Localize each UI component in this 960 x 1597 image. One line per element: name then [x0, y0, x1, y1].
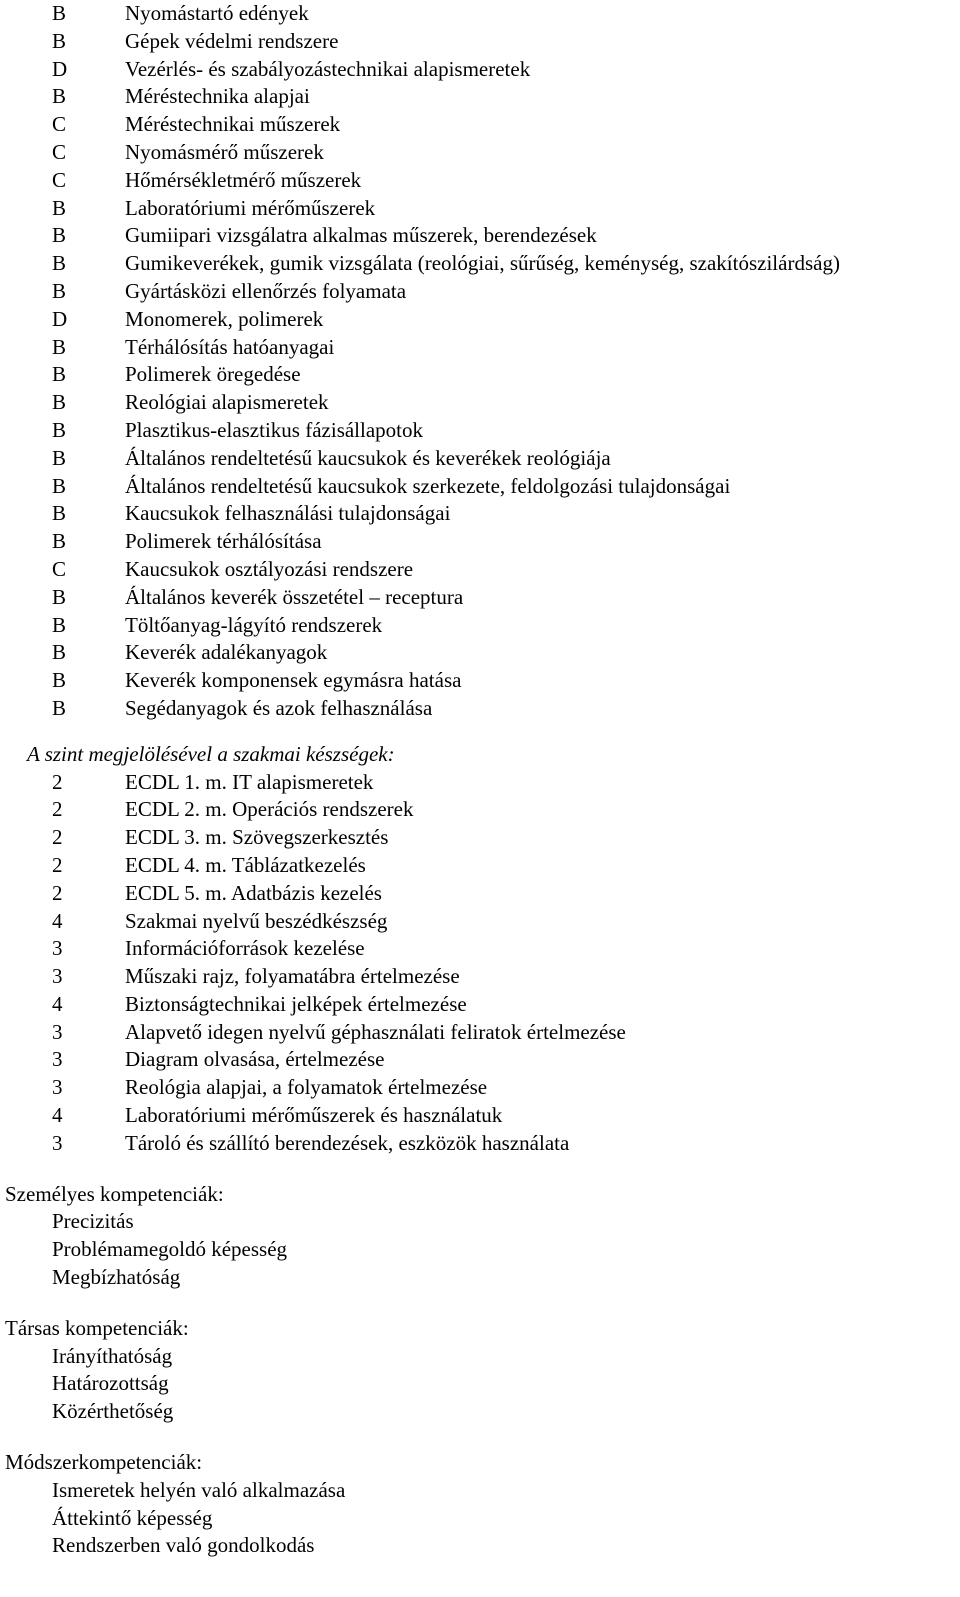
topic-text: Keverék komponensek egymásra hatása — [125, 668, 462, 693]
level-code: B — [52, 390, 67, 415]
level-code: 4 — [52, 991, 63, 1016]
level-code: 3 — [52, 1075, 63, 1100]
level-code: 2 — [52, 825, 63, 850]
level-code: D — [52, 56, 68, 81]
level-code: B — [52, 334, 67, 359]
level-code: 3 — [52, 1130, 63, 1155]
skill-text: ECDL 3. m. Szövegszerkesztés — [125, 825, 389, 850]
topic-text: Laboratóriumi mérőműszerek — [125, 195, 376, 220]
list-item — [0, 1046, 960, 1074]
list-item — [0, 56, 960, 84]
level-code: D — [52, 306, 68, 331]
topic-text: Általános keverék összetétel – receptura — [125, 584, 464, 609]
level-code: B — [52, 695, 67, 720]
list-item: Határozottság — [52, 1371, 169, 1396]
topic-text: Hőmérsékletmérő műszerek — [125, 167, 362, 192]
topic-text: Kaucsukok osztályozási rendszere — [125, 556, 414, 581]
list-item: Áttekintő képesség — [52, 1505, 213, 1530]
level-code: 2 — [52, 797, 63, 822]
level-code: C — [52, 139, 67, 164]
level-code: 3 — [52, 1019, 63, 1044]
topic-text: Nyomásmérő műszerek — [125, 139, 324, 164]
skills-heading: A szint megjelölésével a szakmai készségek: — [27, 741, 395, 766]
list-item — [0, 83, 960, 111]
skill-text: Biztonságtechnikai jelképek értelmezése — [125, 991, 467, 1016]
section-heading: Módszerkompetenciák: — [5, 1450, 203, 1475]
level-code: 2 — [52, 880, 63, 905]
skill-text: ECDL 2. m. Operációs rendszerek — [125, 797, 414, 822]
list-item — [0, 1074, 960, 1102]
skill-text: Reológia alapjai, a folyamatok értelmezése — [125, 1075, 488, 1100]
level-code: B — [52, 1, 67, 25]
list-item — [0, 612, 960, 640]
list-item — [0, 1102, 960, 1130]
list-item — [0, 769, 960, 797]
topic-text: Gumiipari vizsgálatra alkalmas műszerek, berendezések — [125, 223, 597, 248]
list-item — [0, 389, 960, 417]
list-item: Precizitás — [52, 1209, 134, 1234]
level-code: B — [52, 584, 67, 609]
list-item — [0, 417, 960, 445]
list-item — [0, 1130, 960, 1158]
list-item — [0, 139, 960, 167]
level-code: B — [52, 362, 67, 387]
section-heading: Személyes kompetenciák: — [5, 1181, 224, 1206]
skill-text: Alapvető idegen nyelvű géphasználati feliratok értelmezése — [125, 1019, 626, 1044]
topic-text: Nyomástartó edények — [125, 1, 309, 25]
list-item — [0, 556, 960, 584]
topic-text: Reológiai alapismeretek — [125, 390, 329, 415]
list-item — [0, 334, 960, 362]
list-item — [0, 824, 960, 852]
skill-text: Műszaki rajz, folyamatábra értelmezése — [125, 964, 460, 989]
level-code: B — [52, 473, 67, 498]
list-item — [0, 0, 960, 28]
list-item: Rendszerben való gondolkodás — [52, 1533, 315, 1558]
list-item — [0, 473, 960, 501]
level-code: B — [52, 529, 67, 554]
skill-text: ECDL 4. m. Táblázatkezelés — [125, 852, 366, 877]
topic-text: Méréstechnikai műszerek — [125, 112, 341, 137]
level-code: 3 — [52, 936, 63, 961]
topic-text: Általános rendeltetésű kaucsukok szerkezete, feldolgozási tulajdonságai — [125, 473, 731, 498]
list-item — [0, 222, 960, 250]
level-code: B — [52, 195, 67, 220]
social-competencies — [0, 1315, 960, 1426]
list-item: Közérthetőség — [52, 1399, 174, 1424]
skill-text: Diagram olvasása, értelmezése — [125, 1047, 385, 1072]
level-code: B — [52, 445, 67, 470]
list-item: Megbízhatóság — [52, 1265, 181, 1290]
list-item — [0, 935, 960, 963]
list-item — [0, 111, 960, 139]
list-item — [0, 991, 960, 1019]
skill-text: Szakmai nyelvű beszédkészség — [125, 908, 388, 933]
level-code: B — [52, 668, 67, 693]
skill-text: ECDL 1. m. IT alapismeretek — [125, 769, 374, 794]
topic-text: Méréstechnika alapjai — [125, 84, 310, 109]
list-item — [0, 528, 960, 556]
list-item — [0, 639, 960, 667]
list-item — [0, 278, 960, 306]
list-item — [0, 306, 960, 334]
list-item — [0, 500, 960, 528]
list-item: Ismeretek helyén való alkalmazása — [52, 1477, 346, 1502]
list-item — [0, 28, 960, 56]
level-code: B — [52, 417, 67, 442]
list-item — [0, 796, 960, 824]
list-item: Problémamegoldó képesség — [52, 1237, 288, 1262]
topic-text: Gyártásközi ellenőrzés folyamata — [125, 278, 407, 303]
level-code: C — [52, 556, 67, 581]
list-item — [0, 445, 960, 473]
skill-text: Tároló és szállító berendezések, eszközök használata — [125, 1130, 570, 1155]
list-item — [0, 852, 960, 880]
topic-text: Kaucsukok felhasználási tulajdonságai — [125, 501, 451, 526]
topic-text: Gépek védelmi rendszere — [125, 28, 339, 53]
level-code: 2 — [52, 852, 63, 877]
level-code: 4 — [52, 908, 63, 933]
skill-text: Laboratóriumi mérőműszerek és használatuk — [125, 1103, 503, 1128]
knowledge-list — [0, 0, 960, 723]
list-item — [0, 880, 960, 908]
skill-text: ECDL 5. m. Adatbázis kezelés — [125, 880, 382, 905]
topic-text: Vezérlés- és szabályozástechnikai alapismeretek — [125, 56, 531, 81]
level-code: B — [52, 28, 67, 53]
level-code: 4 — [52, 1103, 63, 1128]
topic-text: Töltőanyag-lágyító rendszerek — [125, 612, 383, 637]
topic-text: Gumikeverékek, gumik vizsgálata (reológiai, sűrűség, keménység, szakítószilárdság) — [125, 251, 840, 276]
topic-text: Polimerek térhálósítása — [125, 529, 322, 554]
level-code: C — [52, 112, 67, 137]
list-item — [0, 250, 960, 278]
list-item — [0, 584, 960, 612]
level-code: B — [52, 84, 67, 109]
level-code: B — [52, 501, 67, 526]
level-code: 3 — [52, 1047, 63, 1072]
topic-text: Monomerek, polimerek — [125, 306, 324, 331]
skills-section — [0, 741, 960, 1158]
level-code: 3 — [52, 964, 63, 989]
list-item — [0, 361, 960, 389]
level-code: B — [52, 640, 67, 665]
list-item — [0, 908, 960, 936]
list-item — [0, 963, 960, 991]
topic-text: Segédanyagok és azok felhasználása — [125, 695, 433, 720]
topic-text: Térhálósítás hatóanyagai — [125, 334, 335, 359]
list-item — [0, 695, 960, 723]
topic-text: Keverék adalékanyagok — [125, 640, 328, 665]
level-code: 2 — [52, 769, 63, 794]
topic-text: Általános rendeltetésű kaucsukok és keverékek reológiája — [125, 445, 611, 470]
level-code: B — [52, 612, 67, 637]
level-code: B — [52, 278, 67, 303]
list-item: Irányíthatóság — [52, 1343, 173, 1368]
topic-text: Polimerek öregedése — [125, 362, 301, 387]
section-heading: Társas kompetenciák: — [5, 1315, 189, 1340]
level-code: C — [52, 167, 67, 192]
list-item — [0, 667, 960, 695]
level-code: B — [52, 223, 67, 248]
list-item — [0, 167, 960, 195]
list-item — [0, 195, 960, 223]
personal-competencies — [0, 1181, 960, 1292]
topic-text: Plasztikus-elasztikus fázisállapotok — [125, 417, 424, 442]
skill-text: Információforrások kezelése — [125, 936, 365, 961]
method-competencies — [0, 1449, 960, 1560]
list-item — [0, 1019, 960, 1047]
level-code: B — [52, 251, 67, 276]
